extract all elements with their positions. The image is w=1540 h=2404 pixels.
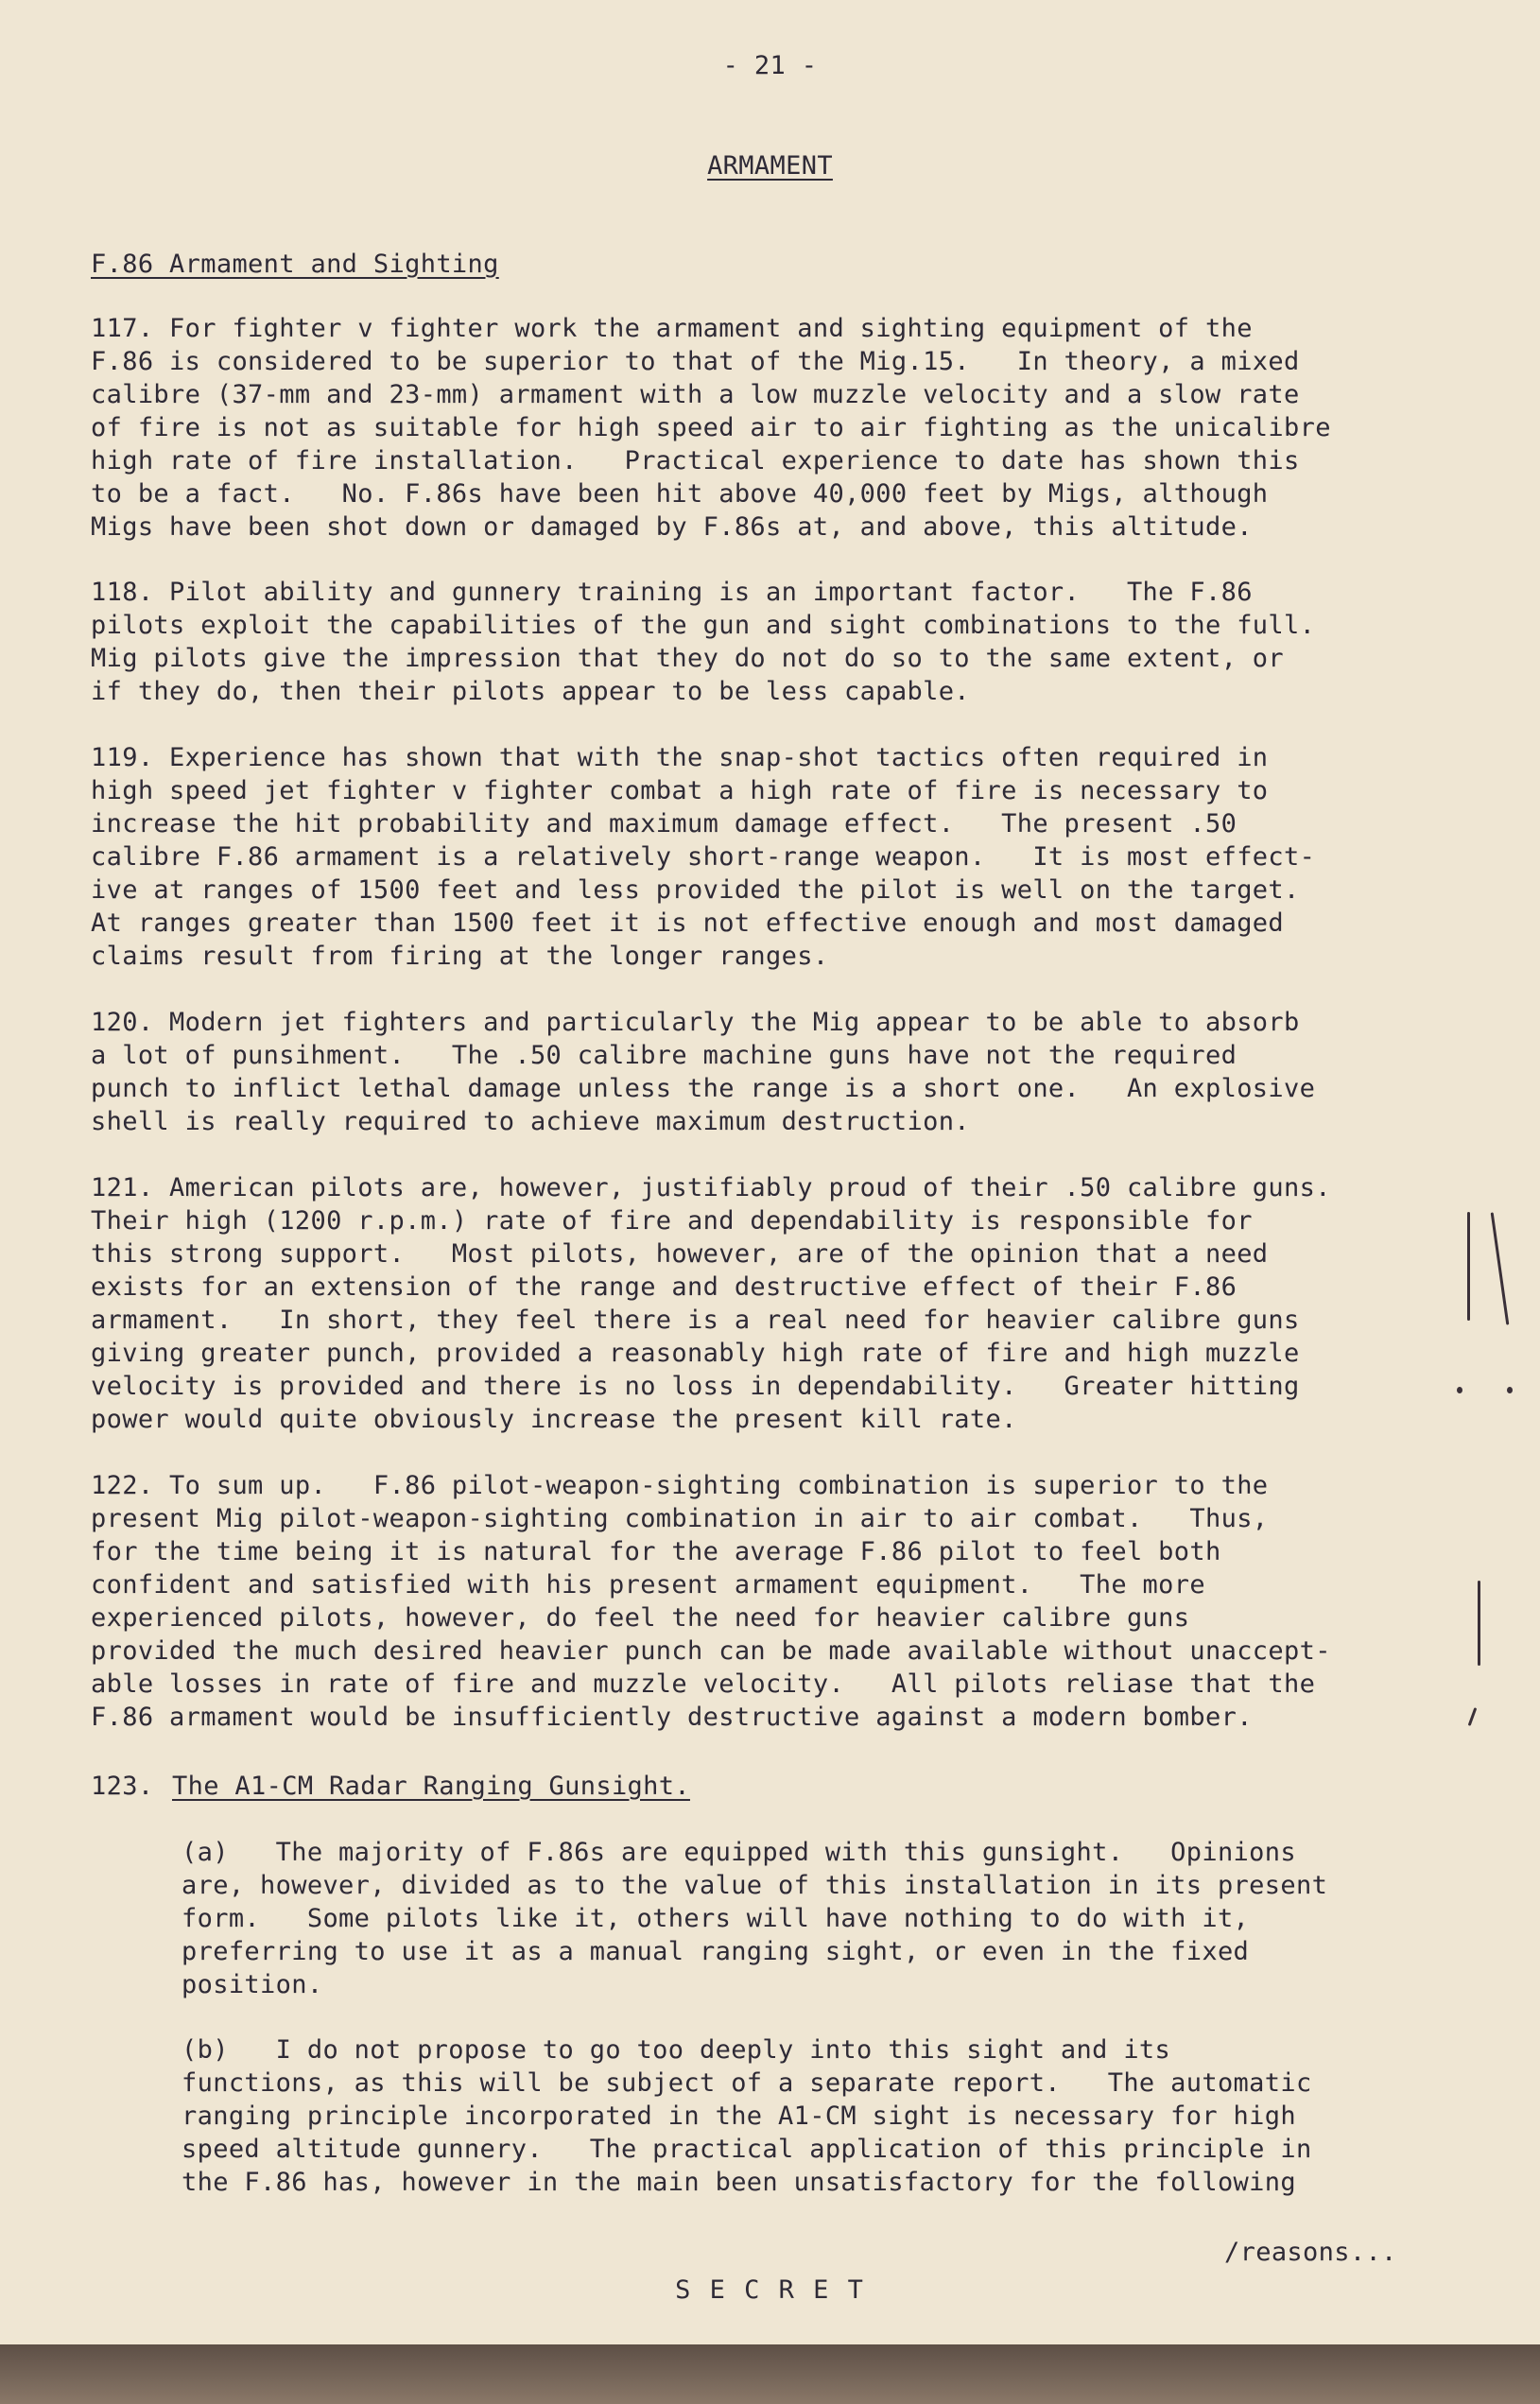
text-line: F.86 is considered to be superior to that of the Mig.15. In theory, a mixed [91, 347, 1300, 376]
margin-mark [1468, 1707, 1478, 1726]
text-line: 121. American pilots are, however, justifiably proud of their .50 calibre guns. [91, 1173, 1331, 1202]
text-line: present Mig pilot-weapon-sighting combination in air to air combat. Thus, [91, 1504, 1269, 1533]
text-line: for the time being it is natural for the average F.86 pilot to feel both [91, 1537, 1221, 1566]
page-edge-shadow [0, 2344, 1540, 2404]
text-line: functions, as this will be subject of a separate report. The automatic [182, 2068, 1312, 2098]
text-line: punch to inflict lethal damage unless the range is a short one. An explosive [91, 1074, 1316, 1103]
text-line: position. [182, 1970, 323, 1999]
text-line: speed altitude gunnery. The practical application of this principle in [182, 2135, 1312, 2164]
margin-dot [1507, 1387, 1513, 1393]
text-line: of fire is not as suitable for high speed air to air fighting as the unicalibre [91, 413, 1331, 442]
text-line: 119. Experience has shown that with the snap-shot tactics often required in [91, 743, 1269, 772]
text-line: experienced pilots, however, do feel the need for heavier calibre guns [91, 1603, 1190, 1633]
text-line: this strong support. Most pilots, however, are of the opinion that a need [91, 1239, 1269, 1269]
section-title: ARMAMENT [707, 151, 833, 181]
page-number: - 21 - [722, 51, 818, 80]
text-line: shell is really required to achieve maximum destruction. [91, 1107, 970, 1136]
text-line: the F.86 has, however in the main been unsatisfactory for the following [182, 2168, 1296, 2197]
text-line: high rate of fire installation. Practical experience to date has shown this [91, 446, 1300, 476]
text-line: a lot of punsihment. The .50 calibre machine guns have not the required [91, 1041, 1237, 1070]
text-line: ranging principle incorporated in the A1-CM sight is necessary for high [182, 2101, 1296, 2131]
text-line: (a) The majority of F.86s are equipped with this gunsight. Opinions [182, 1838, 1296, 1867]
subsection-title: F.86 Armament and Sighting [91, 250, 499, 279]
text-line: velocity is provided and there is no loss in dependability. Greater hitting [91, 1372, 1300, 1401]
text-line: ive at ranges of 1500 feet and less provided the pilot is well on the target. [91, 875, 1300, 905]
text-line: 117. For fighter v fighter work the armament and sighting equipment of the [91, 314, 1253, 343]
text-line: armament. In short, they feel there is a real need for heavier calibre guns [91, 1306, 1300, 1335]
text-line: 120. Modern jet fighters and particularly the Mig appear to be able to absorb [91, 1008, 1300, 1037]
margin-mark [1491, 1212, 1510, 1324]
heading-number: 123. [91, 1772, 154, 1801]
text-line: high speed jet fighter v fighter combat a high rate of fire is necessary to [91, 776, 1269, 805]
margin-dot [1457, 1387, 1462, 1393]
text-line: provided the much desired heavier punch can be made available without unaccept- [91, 1636, 1331, 1666]
text-line: (b) I do not propose to go too deeply into this sight and its [182, 2035, 1171, 2065]
text-line: 122. To sum up. F.86 pilot-weapon-sighting combination is superior to the [91, 1471, 1269, 1500]
text-line: exists for an extension of the range and destructive effect of their F.86 [91, 1272, 1237, 1302]
text-line: confident and satisfied with his present armament equipment. The more [91, 1570, 1205, 1600]
text-line: form. Some pilots like it, others will have nothing to do with it, [182, 1904, 1250, 1933]
text-line: power would quite obviously increase the present kill rate. [91, 1405, 1017, 1434]
heading-text: The A1-CM Radar Ranging Gunsight. [172, 1772, 690, 1801]
text-line: 118. Pilot ability and gunnery training is an important factor. The F.86 [91, 578, 1253, 607]
text-line: pilots exploit the capabilities of the gun and sight combinations to the full. [91, 611, 1316, 640]
text-line: calibre F.86 armament is a relatively short-range weapon. It is most effect- [91, 842, 1316, 872]
text-line: calibre (37-mm and 23-mm) armament with a low muzzle velocity and a slow rate [91, 380, 1300, 409]
text-line: Mig pilots give the impression that they do not do so to the same extent, or [91, 644, 1285, 673]
text-line: preferring to use it as a manual ranging sight, or even in the fixed [182, 1937, 1250, 1966]
text-line: giving greater punch, provided a reasonably high rate of fire and high muzzle [91, 1339, 1300, 1368]
text-line: F.86 armament would be insufficiently destructive against a modern bomber. [91, 1703, 1253, 1732]
margin-mark [1478, 1581, 1480, 1666]
continuation-note: /reasons... [1224, 2238, 1397, 2267]
margin-mark [1467, 1212, 1470, 1321]
text-line: claims result from firing at the longer ranges. [91, 942, 829, 971]
text-line: Migs have been shot down or damaged by F.86s at, and above, this altitude. [91, 512, 1253, 542]
text-line: are, however, divided as to the value of this installation in its present [182, 1871, 1328, 1900]
text-line: Their high (1200 r.p.m.) rate of fire and dependability is responsible for [91, 1206, 1253, 1236]
text-line: At ranges greater than 1500 feet it is not effective enough and most damaged [91, 908, 1285, 938]
text-line: to be a fact. No. F.86s have been hit above 40,000 feet by Migs, although [91, 479, 1269, 509]
classification-marking: S E C R E T [675, 2275, 865, 2305]
text-line: able losses in rate of fire and muzzle velocity. All pilots reliase that the [91, 1669, 1316, 1699]
text-line: if they do, then their pilots appear to be less capable. [91, 677, 970, 706]
text-line: increase the hit probability and maximum damage effect. The present .50 [91, 809, 1237, 839]
